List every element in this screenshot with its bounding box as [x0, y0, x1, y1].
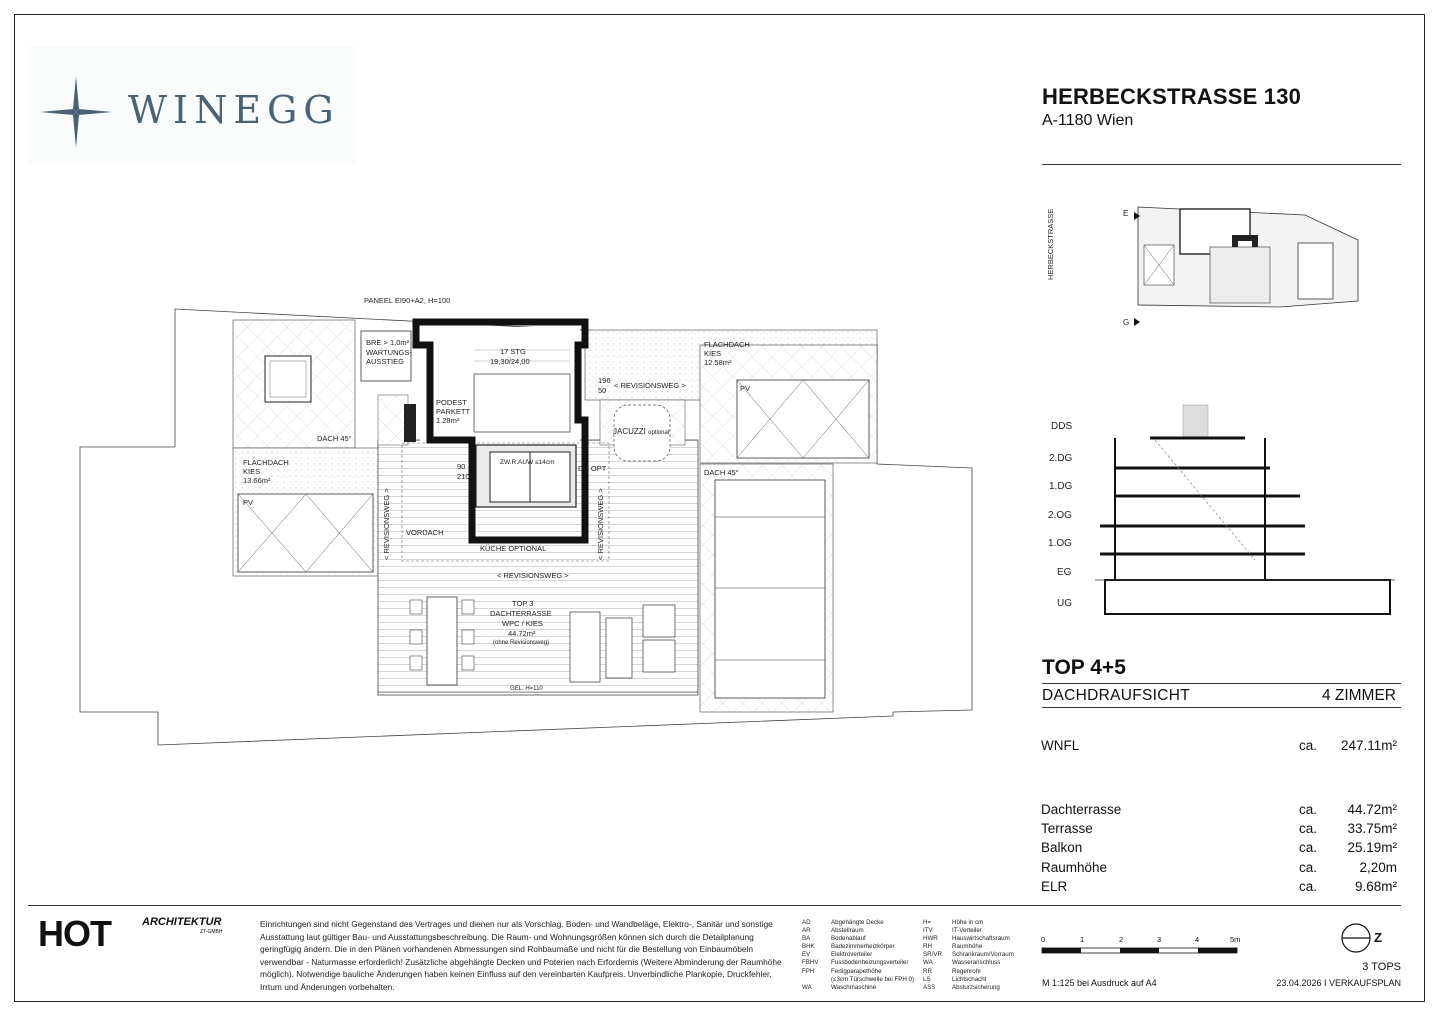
bre-label: BRE > 1,0m²: [366, 338, 410, 347]
street-label: HERBECKSTRASSE: [1046, 208, 1055, 280]
pv-label: PV: [740, 384, 751, 393]
area-row: [1041, 879, 1397, 897]
area-row: [1041, 802, 1397, 820]
revisionsweg-label: 50: [598, 386, 607, 395]
north-arrow-icon: [1340, 922, 1374, 956]
legend-abbr: FPH: [802, 967, 815, 975]
terrace-label: 44.72m²: [508, 629, 536, 638]
disclaimer-text: Einrichtungen sind nicht Gegenstand des Vertrages und dienen nur als Vorschlag. Boden- und Wandbeläge, Elektro-, Sanitär und sonstige Ausstattung laut gültiger Bau- und Ausstattungsbeschreibung. Die Raum- und Wohnungsgrößen können sich durch die Detailplanung geringfügig ändern. Die in den Plänen vorhandenen Abmessungen sind Rohbaumaße und nicht für die Bestellung von Einbaumöbeln verwendbar - Naturmasse erforderlich! Zusätzliche abgehängte Decken und Poterien nach Erfordernis (Weitere Abminderung der Raumhöhe möglich). Notwendige bauliche Änderungen haben keinen Einfluss auf den vereinbarten Kaufpreis. Unverbindliche Plankopie, Druckfehler, Irrtum und Änderungen vorbehalten.: [260, 919, 782, 992]
stairs-label: 19,30/24,00: [490, 357, 530, 366]
legend-text: Badezimmerheizkörper: [831, 943, 895, 951]
scale-tick: 3: [1157, 935, 1162, 944]
legend-abbr: BHK: [802, 943, 815, 951]
scale-note: M 1:125 bei Ausdruck auf A4: [1042, 978, 1157, 988]
area-label: Raumhöhe: [1041, 860, 1108, 875]
legend-abbr: RR: [923, 967, 932, 975]
unit-title: TOP 4+5: [1042, 656, 1126, 679]
hot-logo-sub2: ZT-GMBH: [200, 929, 223, 935]
area-ca: ca.: [1299, 821, 1318, 836]
flachdach-label: 12.58m²: [704, 358, 732, 367]
legend-abbr: BA: [802, 935, 811, 943]
area-label: Balkon: [1041, 840, 1083, 855]
legend-abbr: FBHV: [802, 959, 819, 967]
scale-bar: [1040, 944, 1245, 958]
shower-label: DU OPT: [578, 464, 607, 473]
legend-text: Elektroverteiler: [831, 951, 873, 959]
legend-abbr: SR/VR: [923, 951, 942, 959]
scale-tick: 2: [1119, 935, 1124, 944]
tops-count: 3 TOPS: [1362, 961, 1401, 973]
terrace-label: DACHTERRASSE: [490, 609, 552, 618]
area-value: 44.72m²: [1347, 802, 1397, 817]
legend-abbr: ASS: [923, 983, 936, 991]
divider: [28, 905, 1042, 906]
area-value: 9.68m²: [1354, 879, 1397, 894]
area-row: [1041, 860, 1397, 878]
bre-label: WARTUNGS-: [366, 348, 412, 357]
level-1dg: 1.DG: [1049, 481, 1073, 492]
legend-text: Bodenablauf: [831, 935, 866, 943]
wnfl-label: WNFL: [1041, 738, 1080, 753]
legend-text: Fussbodenheizungsverteiler: [831, 959, 909, 967]
unit-view: DACHDRAUFSICHT: [1042, 687, 1191, 704]
legend-text: Abstellraum: [831, 927, 864, 935]
podest-label: 1.28m²: [436, 416, 460, 425]
level-2dg: 2.DG: [1049, 453, 1073, 464]
door-label: 210: [457, 472, 470, 481]
north-label: Z: [1374, 930, 1382, 945]
jacuzzi-label: [613, 427, 669, 438]
door-label: 90: [457, 462, 466, 471]
legend-abbr: WA: [802, 983, 812, 991]
pv-label: PV: [243, 498, 254, 507]
hot-logo: HOT: [38, 913, 111, 954]
area-label: Terrasse: [1041, 821, 1093, 836]
area-ca: ca.: [1299, 860, 1318, 875]
level-dds: DDS: [1051, 421, 1073, 432]
area-ca: ca.: [1299, 840, 1318, 855]
scale-tick: 4: [1195, 935, 1200, 944]
area-label: ELR: [1041, 879, 1068, 894]
legend-abbr: LS: [923, 975, 931, 983]
address-city: A-1180 Wien: [1042, 112, 1134, 129]
entry-e-label: E: [1123, 209, 1129, 218]
wnfl-row: [1041, 738, 1397, 756]
area-ca: ca.: [1299, 802, 1318, 817]
divider: [1042, 683, 1401, 684]
scale-tick: 1: [1080, 935, 1085, 944]
revisionsweg-label: < REVISIONSWEG >: [596, 488, 605, 560]
terrace-label: WPC / KIES: [502, 619, 543, 628]
area-ca: ca.: [1299, 879, 1318, 894]
legend-text-col1: [831, 919, 914, 992]
hot-logo-sub: ARCHITEKTUR: [142, 916, 222, 928]
legend-abbr: [802, 976, 819, 984]
paneel-label: PANEEL EI90+A2, H=100: [364, 296, 451, 305]
entry-g-label: G: [1123, 318, 1130, 327]
legend-text: Höhe in cm: [952, 919, 984, 926]
legend-text: Raumhöhe: [952, 943, 983, 951]
legend-abbr: AD: [802, 919, 811, 926]
scale-tick: 0: [1041, 935, 1046, 944]
legend-text: IT-Verteiler: [952, 927, 982, 935]
revisionsweg-label: < REVISIONSWEG >: [614, 381, 686, 390]
building-section: [1095, 400, 1405, 625]
kueche-label: KÜCHE OPTIONAL: [480, 544, 547, 553]
legend-text: Abgehängte Decke: [831, 919, 884, 926]
area-row: [1041, 840, 1397, 858]
flachdach-label: FLACHDACH: [243, 458, 289, 467]
legend-abbr: WA: [923, 959, 933, 967]
legend-text: Schrankraum/Vorraum: [952, 951, 1014, 959]
dach45-label: DACH 45°: [704, 468, 739, 477]
wnfl-ca: ca.: [1299, 738, 1318, 753]
vordach-label: VORDACH: [406, 528, 444, 537]
legend-text: (≤3cm Türschwelle bei FPH 0): [831, 975, 915, 983]
bath-label: ZW.R.AUW ≤14cm: [500, 459, 555, 466]
bre-label: AUSSTIEG: [366, 357, 404, 366]
legend-abbr: HWR: [923, 935, 938, 943]
brand-logo: WINEGG: [128, 88, 340, 132]
revisionsweg-label: < REVISIONSWEG >: [497, 571, 569, 580]
legend-abbr: RH: [923, 943, 932, 951]
area-value: 33.75m²: [1347, 821, 1397, 836]
wnfl-value: 247.11m²: [1340, 738, 1397, 753]
legend-text: Absturzsicherung: [952, 983, 1000, 991]
date-plan: 23.04.2026 I VERKAUFSPLAN: [1276, 978, 1401, 988]
legend-abbr: ITV: [923, 927, 933, 935]
legend-text: Regenrohr: [952, 967, 982, 975]
dach45-label: DACH 45°: [317, 434, 352, 443]
legend-abbr: EV: [802, 951, 811, 959]
divider: [1042, 164, 1401, 165]
legend-text: Fertigparapethöhe: [831, 967, 882, 975]
revisionsweg-label: 196: [598, 376, 611, 385]
podest-label: PARKETT: [436, 407, 471, 416]
legend-abbr-col2: [923, 919, 942, 992]
legend-text: Lichtschacht: [952, 975, 987, 983]
flachdach-label: KIES: [704, 349, 722, 358]
flachdach-label: FLACHDACH: [704, 340, 750, 349]
legend-text: Waschmaschine: [831, 983, 877, 991]
area-row: [1041, 821, 1397, 839]
jacuzzi-text: JACUZZI: [613, 427, 646, 436]
terrace-label: (ohne Revisionsweg): [493, 640, 550, 646]
divider: [1042, 707, 1401, 708]
divider: [1042, 905, 1401, 906]
legend-text: Hauswirtschaftsraum: [952, 935, 1010, 943]
terrace-label: TOP 3: [512, 599, 534, 608]
area-label: Dachterrasse: [1041, 802, 1122, 817]
flachdach-label: 13.66m²: [243, 476, 271, 485]
podest-label: PODEST: [436, 398, 467, 407]
address-street: HERBECKSTRASSE 130: [1042, 84, 1302, 109]
revisionsweg-label: < REVISIONSWEG >: [382, 488, 391, 560]
legend-abbr: AR: [802, 927, 811, 935]
unit-rooms: 4 ZIMMER: [1321, 687, 1396, 704]
area-value: 25.19m²: [1347, 840, 1397, 855]
level-1og: 1.OG: [1048, 538, 1072, 549]
level-ug: UG: [1057, 598, 1072, 609]
legend-abbr: H=: [923, 919, 932, 926]
stairs-label: 17 STG: [500, 347, 526, 356]
area-value: 2,20m: [1359, 860, 1397, 875]
jacuzzi-optional: optional: [648, 430, 670, 436]
scale-tick: 5m: [1230, 935, 1241, 944]
level-2og: 2.OG: [1048, 510, 1072, 521]
legend-text-col2: [952, 919, 1014, 992]
legend-text: Wasseranschluss: [952, 959, 1001, 967]
level-eg: EG: [1057, 567, 1072, 578]
legend-abbr-col1: [802, 919, 819, 992]
flachdach-label: KIES: [243, 467, 261, 476]
railing-label: GEL. H=110: [510, 686, 543, 692]
